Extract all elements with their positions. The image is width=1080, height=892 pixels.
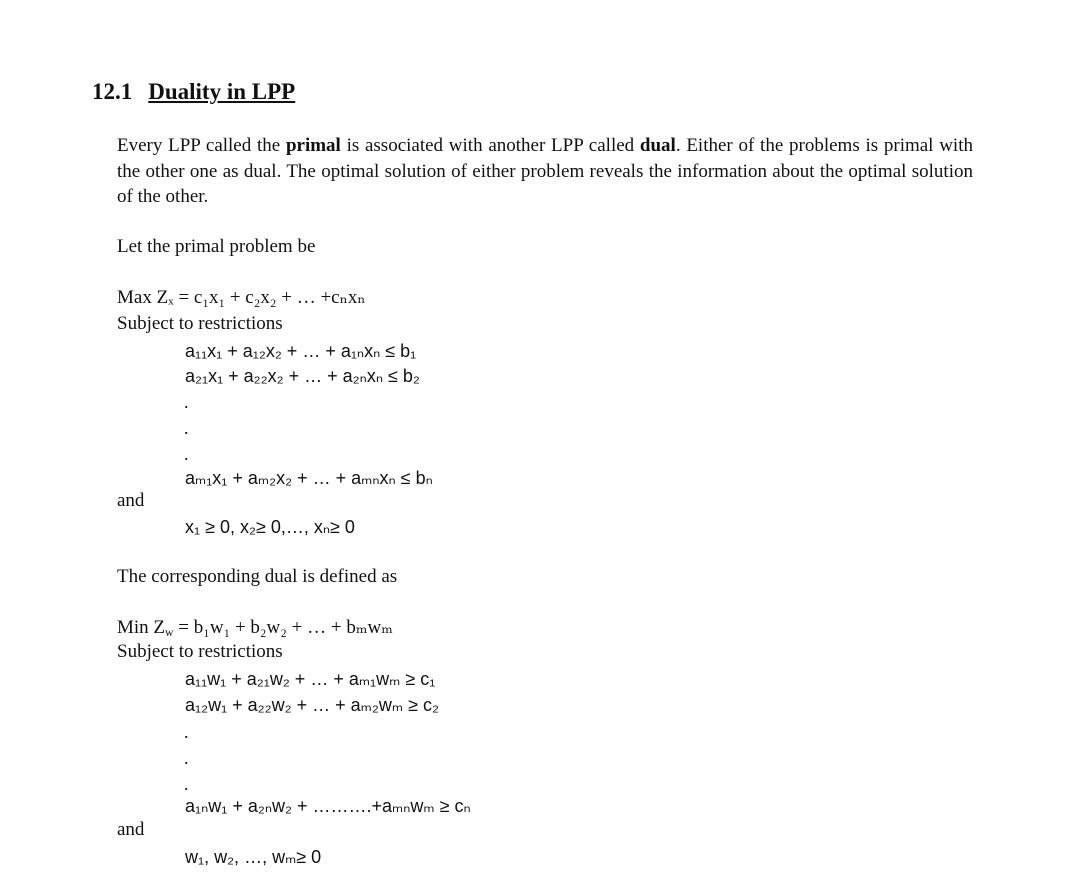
vertical-ellipsis-dot: . <box>184 748 189 768</box>
section-heading <box>92 80 295 104</box>
vertical-ellipsis-dot: . <box>184 774 189 794</box>
primal-lead: Let the primal problem be <box>117 236 316 257</box>
dual-objective: Min $Z_w = b_1w_1 + b_2w_2$ + … + bₘwₘ <box>117 617 393 639</box>
vertical-ellipsis-dot: . <box>184 418 189 438</box>
intro-text-1: Every LPP called the <box>117 135 286 156</box>
primal-constraint-2: a₂₁x₁ + a₂₂x₂ + … + a₂ₙxₙ ≤ b₂ <box>185 366 420 386</box>
primal-constraint-m: aₘ₁x₁ + aₘ₂x₂ + … + aₘₙxₙ ≤ bₙ <box>185 468 433 488</box>
intro-paragraph <box>117 133 973 210</box>
dual-lead: The corresponding dual is defined as <box>117 566 398 587</box>
primal-and: and <box>117 490 145 511</box>
section-title: Duality in LPP <box>148 79 296 104</box>
dual-and: and <box>117 819 145 840</box>
dual-subject-label: Subject to restrictions <box>117 641 283 662</box>
vertical-ellipsis-dot: . <box>184 392 189 412</box>
dual-nonnegativity: w₁, w₂, …, wₘ≥ 0 <box>185 847 322 867</box>
primal-objective: Max Zₓ = c₁x₁ + c₂x₂ + … +cₙxₙ <box>117 287 366 308</box>
dual-constraint-n: a₁ₙw₁ + a₂ₙw₂ + ……….+aₘₙwₘ ≥ cₙ <box>185 796 471 816</box>
primal-constraint-1: a₁₁x₁ + a₁₂x₂ + … + a₁ₙxₙ ≤ b₁ <box>185 341 417 361</box>
dual-constraint-2: a₁₂w₁ + a₂₂w₂ + … + aₘ₂wₘ ≥ c₂ <box>185 695 439 715</box>
intro-text-3: . Either of the problems is primal with the other one as dual. The optimal solution of either problem reveals the information about the optimal solution of the other. <box>117 135 973 207</box>
primal-term: primal <box>285 135 341 156</box>
vertical-ellipsis-dot: . <box>184 444 189 464</box>
primal-subject-label: Subject to restrictions <box>117 313 283 334</box>
dual-term: dual <box>639 135 676 156</box>
intro-text-2: is associated with another LPP called <box>340 135 640 156</box>
vertical-ellipsis-dot: . <box>184 722 189 742</box>
primal-nonnegativity: x₁ ≥ 0, x₂≥ 0,…, xₙ≥ 0 <box>185 517 355 537</box>
dual-constraint-1: a₁₁w₁ + a₂₁w₂ + … + aₘ₁wₘ ≥ c₁ <box>185 669 436 689</box>
section-number: 12.1 <box>92 79 133 104</box>
